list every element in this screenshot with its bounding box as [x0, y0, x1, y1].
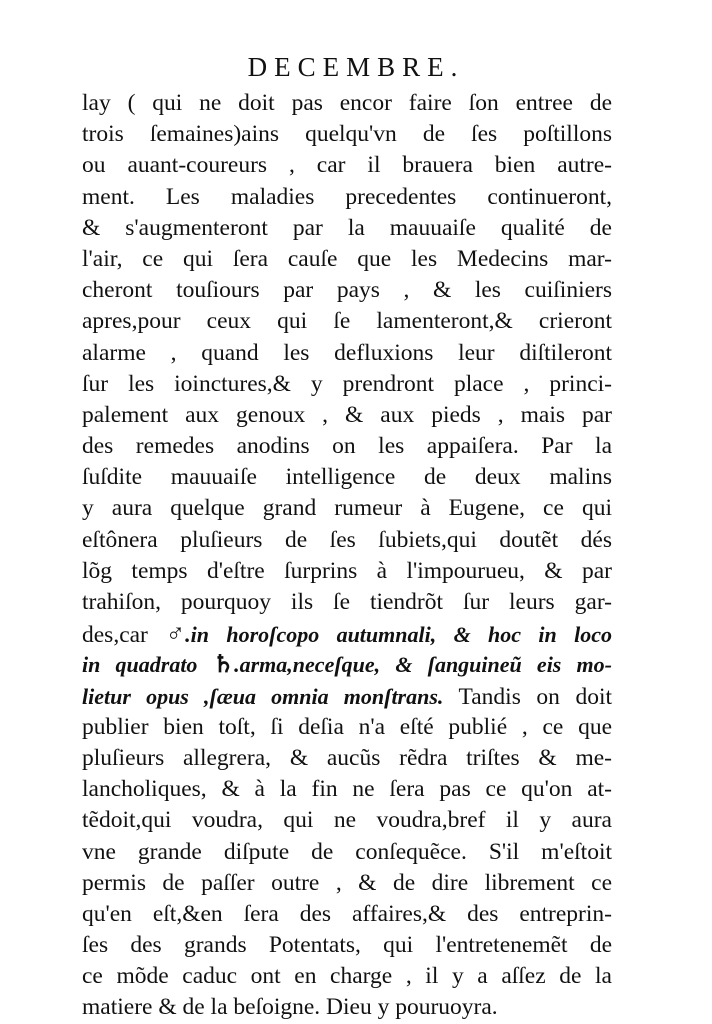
text-line: tẽdoit,qui voudra, qui ne voudra,bref il y aura — [82, 807, 612, 834]
latin-phrase: in quadrato — [82, 652, 213, 678]
saturn-symbol-icon: ♄ — [212, 652, 235, 679]
text-line: palement aux genoux , & aux pieds , mais par — [82, 401, 612, 428]
text-line — [82, 681, 612, 712]
text-line: ſuſdite mauuaiſe intelligence de deux malins — [82, 464, 612, 491]
latin-phrase: .arma,neceſque, & ſanguineũ eis mo- — [234, 652, 612, 678]
text-line: pluſieurs allegrera, & aucũs rẽdra triſtes & me- — [82, 744, 612, 771]
text-line: y aura quelque grand rumeur à Eugene, ce qui — [82, 495, 612, 522]
latin-phrase: lietur opus ,ſæua omnia monſtrans. — [82, 683, 444, 709]
text-line: trahiſon, pourquoy ils ſe tiendrõt ſur leurs gar- — [82, 589, 612, 615]
text-run: Tandis on doit — [443, 683, 613, 710]
text-line: permis de paſſer outre , & de dire librement ce — [82, 869, 612, 896]
text-line: apres,pour ceux qui ſe lamenteront,& crieront — [82, 308, 612, 335]
latin-phrase: .in horoſcopo autumnali, & hoc in loco — [185, 622, 612, 648]
text-line: alarme , quand les defluxions leur diſtileront — [82, 339, 612, 366]
text-line: ſes des grands Potentats, qui l'entretenemẽt de — [82, 932, 612, 959]
body-text — [82, 88, 612, 1024]
mars-symbol-icon: ♂ — [165, 619, 186, 649]
text-line: publier bien toſt, ſi deſia n'a eſté publié , ce que — [82, 713, 612, 740]
text-line: ſur les ioinctures,& y prendront place , princi- — [82, 370, 612, 397]
text-line: trois ſemaines)ains quelqu'vn de ſes poſtillons — [82, 121, 612, 148]
text-line: lancholiques, & à la fin ne ſera pas ce qu'on at- — [82, 776, 612, 803]
text-line: ce mõde caduc ont en charge , il y a aſſez de la — [82, 963, 612, 990]
text-line: matiere & de la beſoigne. Dieu y pouruoyra. — [82, 994, 498, 1021]
text-line: ou auant-coureurs , car il brauera bien autre- — [82, 152, 612, 179]
text-line: lay ( qui ne doit pas encor faire ſon entree de — [82, 90, 612, 116]
text-line: eſtônera pluſieurs de ſes ſubiets,qui doutẽt dés — [82, 526, 612, 553]
text-line: l'air, ce qui ſera cauſe que les Medecins mar- — [82, 245, 612, 272]
text-line — [82, 649, 612, 680]
text-run: des,car — [82, 622, 166, 649]
running-head: DECEMBRE. — [247, 52, 465, 82]
text-line: vne grande diſpute de conſequẽce. S'il m'eſtoit — [82, 838, 612, 865]
text-line — [82, 618, 612, 649]
text-line: cheront touſiours par pays , & les cuiſiniers — [82, 277, 612, 304]
text-line: ment. Les maladies precedentes continueront, — [82, 183, 612, 210]
text-line: qu'en eſt,&en ſera des affaires,& des entreprin- — [82, 900, 612, 927]
text-line: & s'augmenteront par la mauuaiſe qualité de — [82, 214, 612, 241]
text-line: des remedes anodins on les appaiſera. Par la — [82, 433, 612, 460]
text-line: lõg temps d'eſtre ſurprins à l'impourueu, & par — [82, 557, 612, 584]
